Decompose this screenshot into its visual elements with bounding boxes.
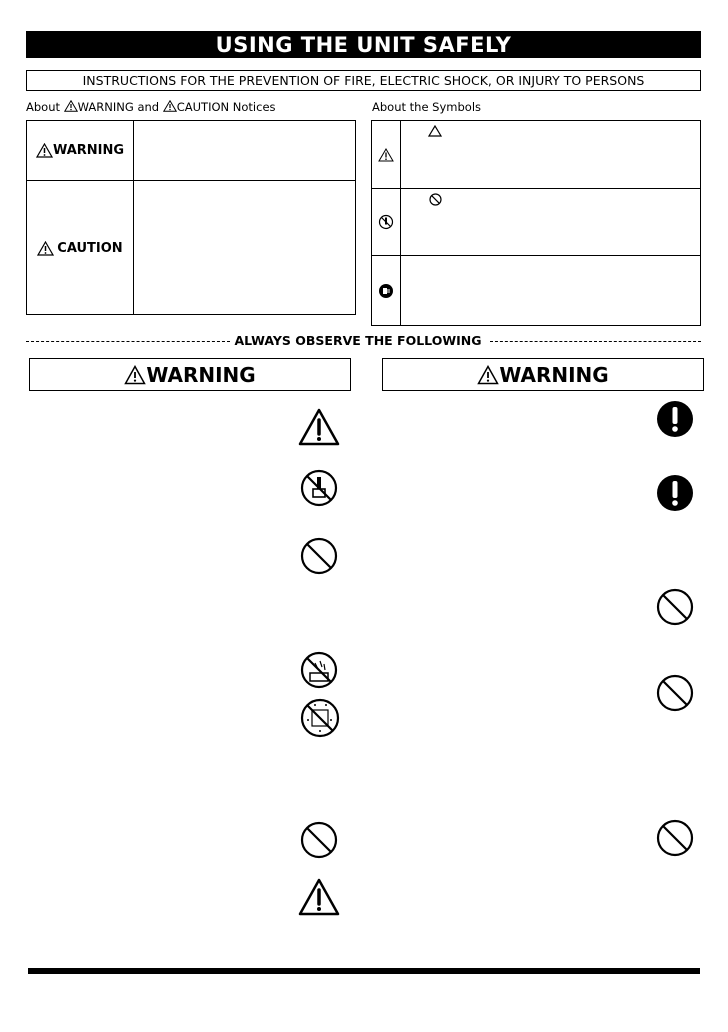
symbols-heading: About the Symbols	[372, 100, 482, 114]
symbols-table	[371, 120, 701, 326]
notices-heading	[26, 100, 276, 114]
notices-heading-suffix: Notices	[232, 100, 276, 114]
caution-triangle-icon	[298, 408, 340, 446]
mandatory-action-icon	[656, 474, 694, 512]
caution-triangle-icon	[37, 241, 54, 256]
warning-triangle-icon	[378, 148, 394, 162]
no-moisture-icon	[300, 698, 340, 738]
no-water-icon	[300, 651, 338, 689]
warning-box-left	[29, 358, 351, 391]
notice-warning-cell	[27, 121, 134, 180]
symbol-row-triangle	[372, 121, 700, 189]
warning-box-right	[382, 358, 704, 391]
warning-triangle-icon	[477, 365, 499, 385]
caution-triangle-icon	[163, 100, 177, 112]
warning-right-label: WARNING	[499, 362, 609, 387]
warning-left-label: WARNING	[146, 362, 256, 387]
warning-triangle-icon	[36, 143, 53, 158]
warning-triangle-icon	[64, 100, 78, 112]
prohibited-icon	[656, 819, 694, 857]
notice-caution-cell	[27, 181, 134, 315]
notices-heading-warning: WARNING	[77, 100, 134, 114]
notices-heading-prefix: About	[26, 100, 61, 114]
small-prohibited-icon	[429, 193, 442, 206]
mandatory-action-icon	[656, 400, 694, 438]
symbol-mandatory-cell	[372, 256, 401, 325]
divider-right	[490, 341, 701, 342]
notices-heading-caution: CAUTION	[176, 100, 230, 114]
no-disassemble-icon	[300, 469, 338, 507]
prohibited-icon	[656, 588, 694, 626]
always-observe-heading: ALWAYS OBSERVE THE FOLLOWING	[232, 333, 484, 348]
page-subtitle: INSTRUCTIONS FOR THE PREVENTION OF FIRE, ELECTRIC SHOCK, OR INJURY TO PERSONS	[26, 70, 701, 91]
small-triangle-icon	[428, 125, 442, 137]
notice-caution-label: CAUTION	[57, 240, 123, 256]
unplug-icon	[378, 283, 394, 299]
notice-warning-label: WARNING	[52, 143, 125, 158]
footer-rule	[28, 968, 700, 974]
no-disassemble-icon	[378, 214, 394, 230]
notice-table	[26, 120, 356, 315]
symbol-row-mandatory	[372, 256, 700, 325]
page-title: USING THE UNIT SAFELY	[26, 31, 701, 58]
prohibited-icon	[300, 537, 338, 575]
symbol-triangle-cell	[372, 121, 401, 188]
symbol-prohibited-cell	[372, 189, 401, 255]
divider-left	[26, 341, 230, 342]
caution-triangle-icon	[298, 878, 340, 916]
prohibited-icon	[656, 674, 694, 712]
prohibited-icon	[300, 821, 338, 859]
symbol-row-prohibited	[372, 189, 700, 256]
warning-triangle-icon	[124, 365, 146, 385]
notice-row-caution	[27, 181, 355, 315]
notice-row-warning	[27, 121, 355, 181]
notices-heading-and: and	[137, 100, 160, 114]
